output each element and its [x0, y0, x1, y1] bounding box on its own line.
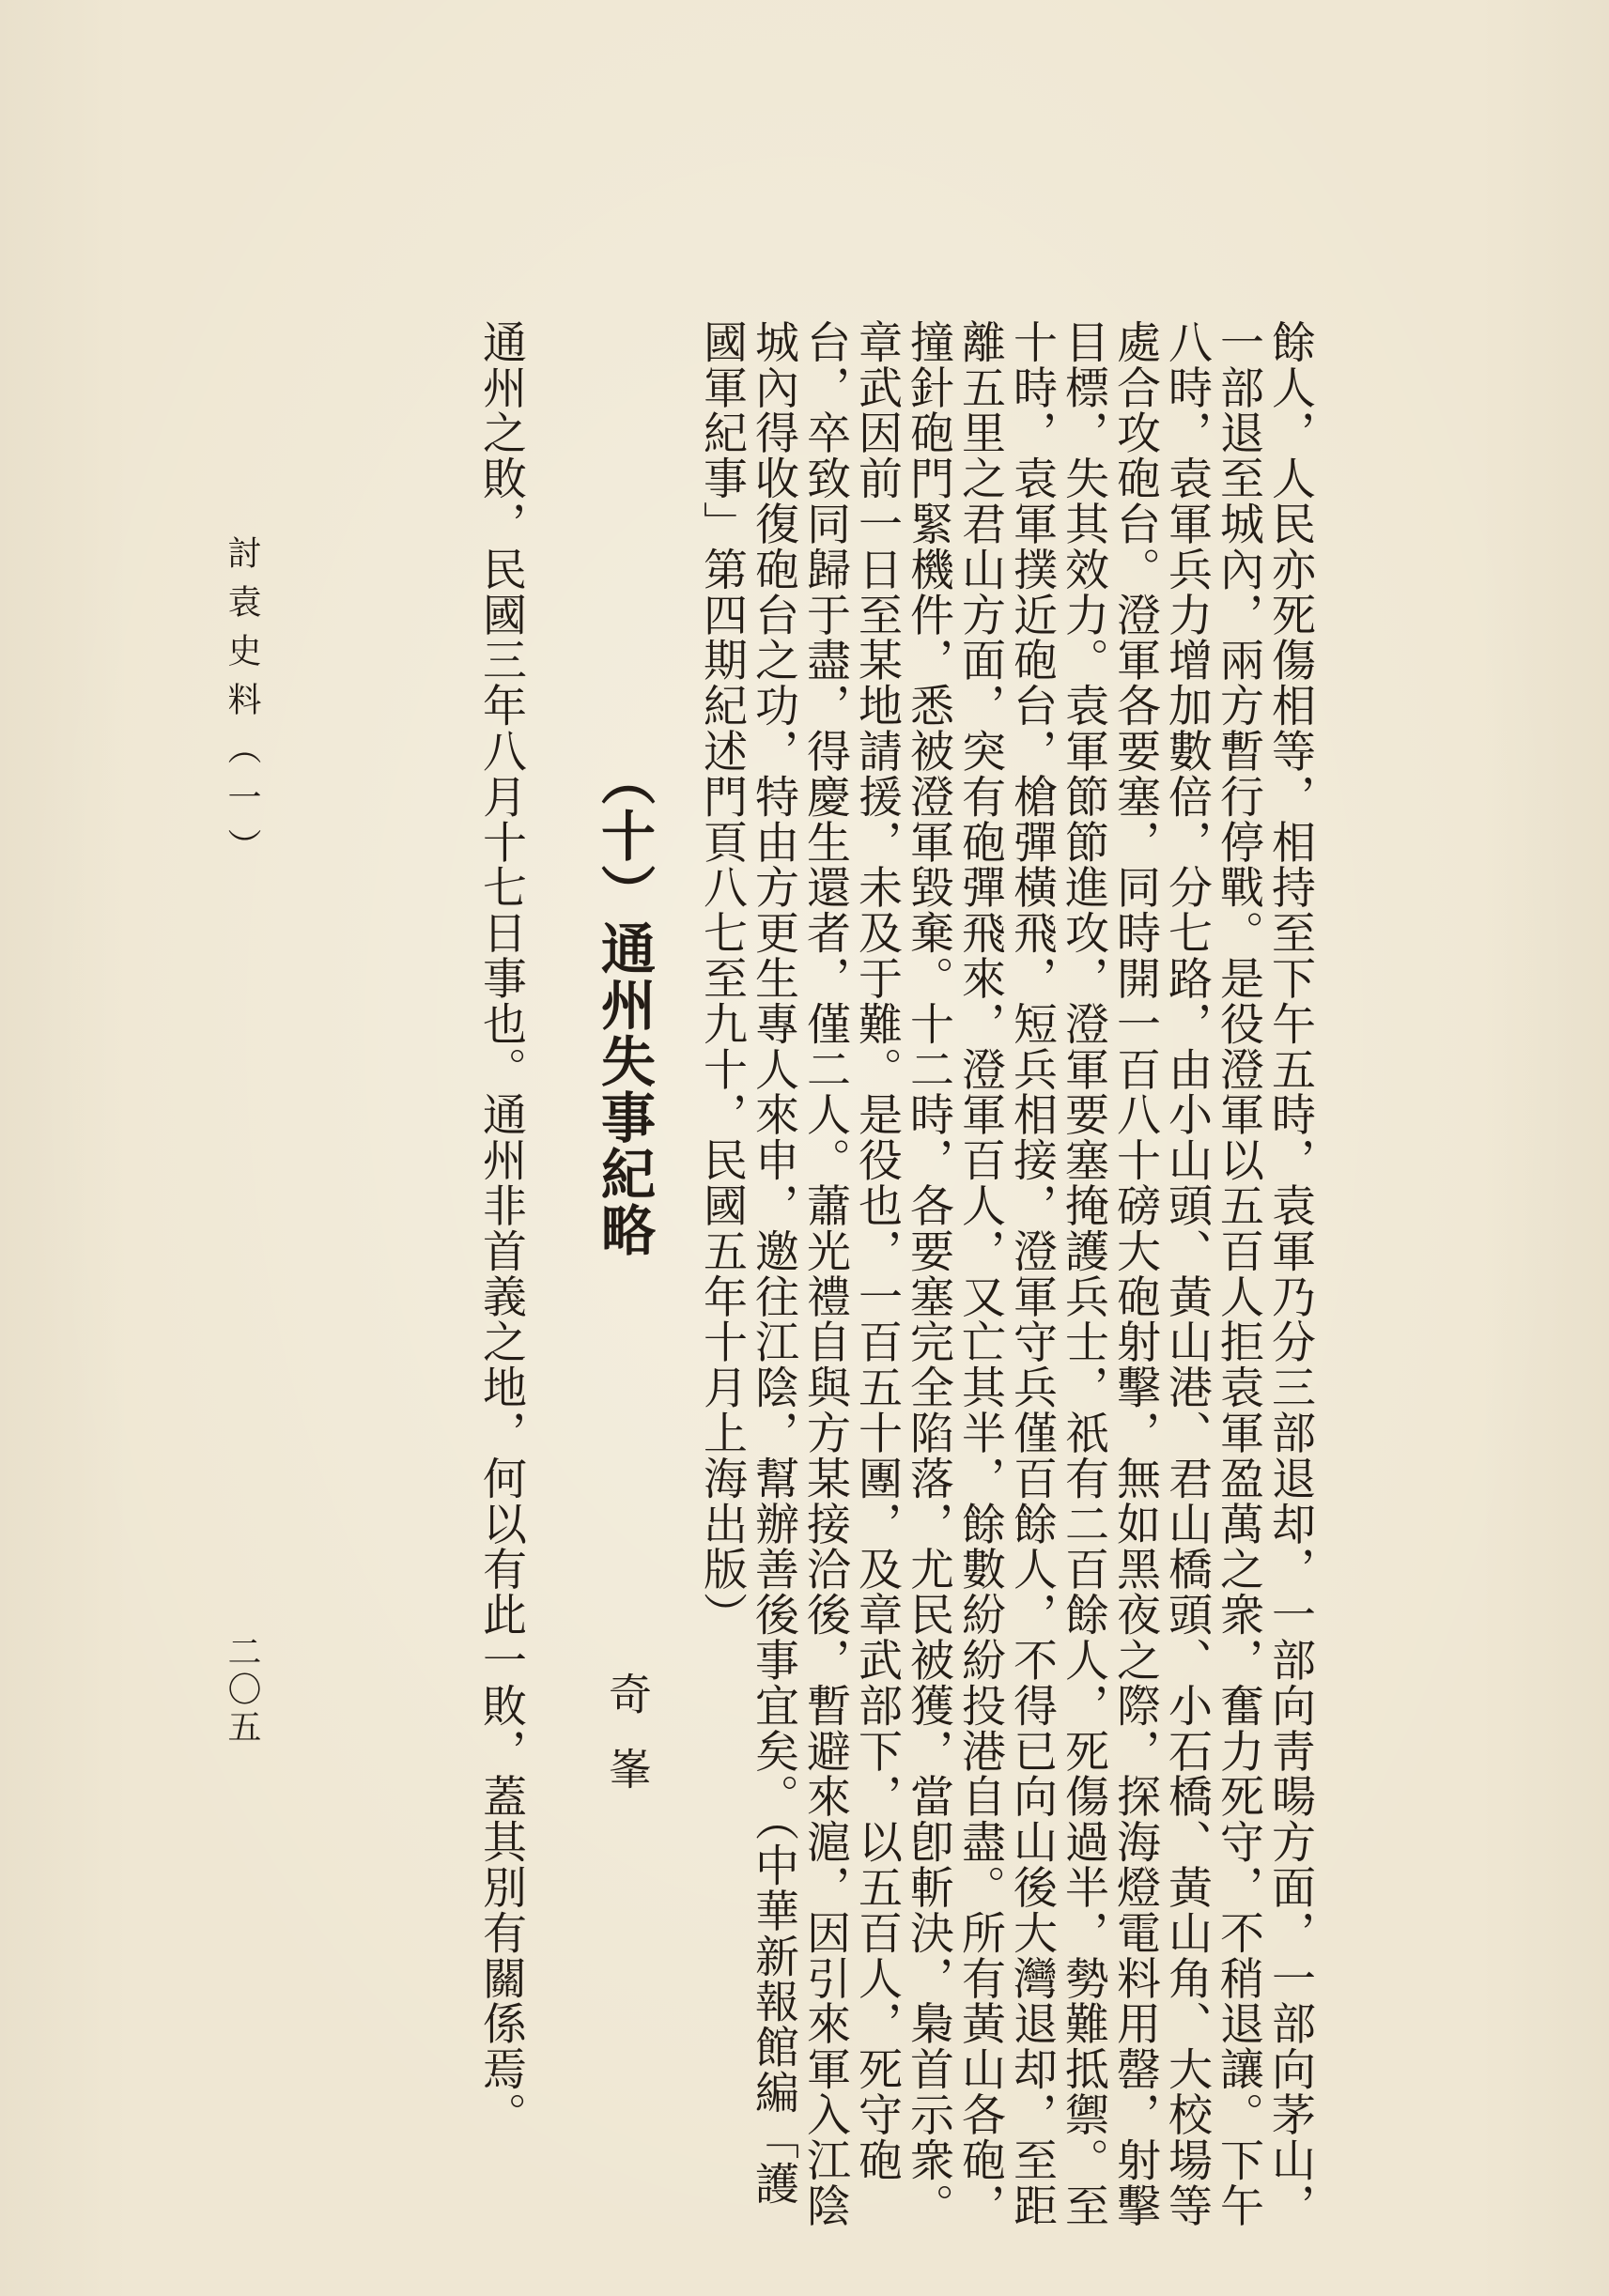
text-column-2: 一部退至城內，兩方暫行停戰。是役澄軍以五百人拒袁軍盈萬之衆，奮力死守，不稍退讓。下午: [1213, 319, 1264, 2228]
text-column-12: 國軍紀事」第四期紀述門頁八七至九十，民國五年十月上海出版）: [696, 319, 748, 1638]
section-heading: （十）通州失事紀略: [592, 751, 656, 1258]
page-number: 二〇五: [223, 1634, 261, 1747]
text-column-4: 處合攻砲台。澄軍各要塞，同時開一百八十磅大砲射擊，無如黑夜之際，探海燈電料用罄，射擊: [1109, 319, 1161, 2228]
text-column-10: 台，卒致同歸于盡，得慶生還者，僅二人。蕭光禮自與方某接洽後，暫避來滬，因引來軍入江陰: [799, 319, 851, 2228]
text-column-11: 城內得收復砲台之功，特由方更生專人來申，邀往江陰，幫辦善後事宜矣。（中華新報館編「護: [748, 319, 799, 2207]
text-column-3: 八時，袁軍兵力增加數倍，分七路，由小山頭、黃山港、君山橋頭、小石橋、黃山角、大校場等: [1161, 319, 1213, 2228]
text-column-5: 目標，失其效力。袁軍節節進攻，澄軍要塞掩護兵士，祇有二百餘人，死傷過半，勢難抵禦。至: [1058, 319, 1109, 2228]
text-column-7: 離五里之君山方面，突有砲彈飛來，澄軍百人，又亡其半，餘數紛紛投港自盡。所有黃山各砲，: [954, 319, 1006, 2228]
text-column-8: 撞針砲門緊機件，悉被澄軍毀棄。十二時，各要塞完全陷落，尤民被獲，當卽斬決，梟首示衆。: [903, 319, 954, 2228]
running-title: 討袁史料（一）: [223, 535, 261, 877]
text-column-1: 餘人，人民亦死傷相等，相持至下午五時，袁軍乃分三部退却，一部向靑暘方面，一部向茅山，: [1264, 319, 1316, 2228]
text-column-6: 十時，袁軍撲近砲台，槍彈橫飛，短兵相接，澄軍守兵僅百餘人，不得已向山後大灣退却，至距: [1006, 319, 1058, 2228]
text-column-9: 章武因前一日至某地請援，未及于難。是役也，一百五十團，及章武部下，以五百人，死守砲: [851, 319, 903, 2183]
text-column-13: 通州之敗，民國三年八月十七日事也。通州非首義之地，何以有此一敗，蓋其別有關係焉。: [475, 319, 527, 2137]
author-name: 奇峯: [602, 1672, 653, 1822]
